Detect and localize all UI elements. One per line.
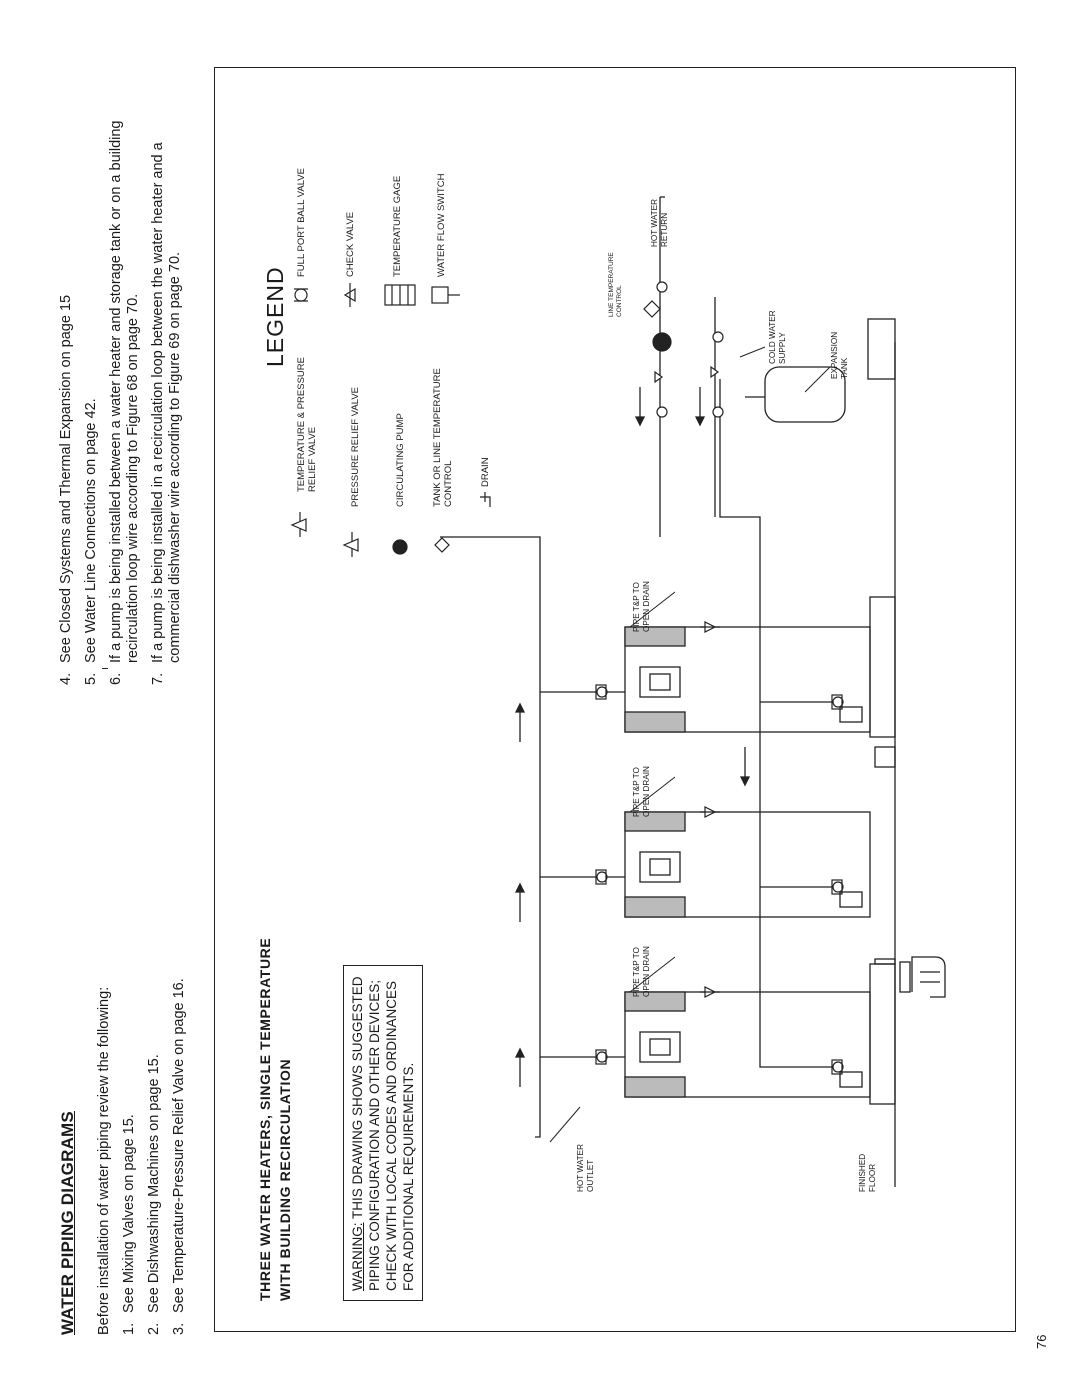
ball-valve xyxy=(596,870,607,884)
tank-control-icon xyxy=(435,538,449,552)
cold-header xyxy=(720,379,765,1067)
page-title: WATER PIPING DIAGRAMS xyxy=(58,1111,77,1335)
legend-pressure-relief: PRESSURE RELIEF VALVE xyxy=(350,386,361,507)
legend-check-valve: CHECK VALVE xyxy=(345,211,356,277)
check-valve-icon xyxy=(345,283,355,307)
tp-relief-valve xyxy=(700,807,720,817)
line-temp-control xyxy=(644,301,660,317)
label-hot-water-outlet: HOT WATER OUTLET xyxy=(576,1143,595,1192)
diagram-title: THREE WATER HEATERS, SINGLE TEMPERATURE WITH BUILDING RECIRCULATION xyxy=(257,937,293,1301)
circulating-pump xyxy=(653,333,671,351)
ball-valve xyxy=(713,407,723,417)
check-valve xyxy=(655,372,662,382)
drain-icon xyxy=(480,492,490,507)
flow-switch-icon xyxy=(432,287,460,303)
heater-base xyxy=(870,597,895,737)
legend-ball-valve: FULL PORT BALL VALVE xyxy=(296,168,307,277)
hot-header xyxy=(440,537,540,1137)
ball-valve xyxy=(713,332,723,342)
list-item: 1. See Mixing Valves on page 15. xyxy=(121,1114,137,1335)
legend-tank-control: TANK OR LINE TEMPERATURE CONTROL xyxy=(432,368,454,507)
tp-relief-valve xyxy=(700,987,720,997)
legend-symbols xyxy=(292,283,490,557)
pressure-relief-icon xyxy=(344,532,358,557)
tp-relief-valve xyxy=(700,622,720,632)
list-item: 2. See Dishwashing Machines on page 15. xyxy=(146,1054,162,1335)
legend-flow-switch: WATER FLOW SWITCH xyxy=(436,173,447,277)
legend-tp-relief: TEMPERATURE & PRESSURE RELIEF VALVE xyxy=(296,357,318,492)
list-item: 4. See Closed Systems and Thermal Expansion on page 15 xyxy=(58,294,74,685)
ball-valve-icon xyxy=(294,289,308,301)
label-pipe-tp: PIPE T&P TO OPEN DRAIN xyxy=(632,946,651,997)
legend-temp-gage: TEMPERATURE GAGE xyxy=(392,175,403,277)
list-item: 6. If a pump is being installed between a water heater and storage tank or on a building recirculation loop wire according to Figure 68 on page 70. xyxy=(108,120,141,685)
legend-drain: DRAIN xyxy=(480,457,491,487)
label-line-temp-control: LINE TEMPERATURE CONTROL xyxy=(608,252,623,317)
label-cold-water-supply: COLD WATER SUPPLY xyxy=(768,310,787,364)
ball-valve xyxy=(596,1050,607,1064)
pump-icon xyxy=(393,540,407,554)
water-heater xyxy=(625,627,870,732)
ball-valve xyxy=(657,407,667,417)
list-item: 3. See Temperature-Pressure Relief Valve on page 16. xyxy=(171,978,187,1335)
warning-box: WARNING: THIS DRAWING SHOWS SUGGESTED PIPING CONFIGURATION AND OTHER DEVICES; CHECK WITH LOCAL CODES AND ORDINANCES FOR ADDITIONAL REQUIREMENTS. xyxy=(343,965,423,1301)
temp-gage-icon xyxy=(385,285,415,305)
ball-valve xyxy=(596,685,607,699)
tank-base xyxy=(868,319,895,379)
label-expansion-tank: EXPANSION TANK xyxy=(830,331,849,379)
water-heater xyxy=(625,992,870,1097)
tp-relief-icon xyxy=(292,512,306,537)
label-pipe-tp: PIPE T&P TO OPEN DRAIN xyxy=(632,581,651,632)
intro-text: Before installation of water piping review the following: xyxy=(96,986,112,1335)
list-item: 7. If a pump is being installed in a recirculation loop between the water heater and a commercial dishwasher wire according to Figure 69 on page 70. xyxy=(150,142,183,685)
ball-valve xyxy=(657,282,667,292)
legend-circulating-pump: CIRCULATING PUMP xyxy=(395,413,406,507)
page-number: 76 xyxy=(1034,1334,1049,1349)
label-hot-water-return: HOT WATER RETURN xyxy=(650,198,669,247)
list-item: 5. See Water Line Connections on page 42. xyxy=(83,398,99,685)
label-finished-floor: FINISHED FLOOR xyxy=(858,1153,877,1192)
water-heater xyxy=(625,812,870,917)
legend-title: LEGEND xyxy=(262,266,288,367)
heater-base xyxy=(870,964,895,1104)
label-pipe-tp: PIPE T&P TO OPEN DRAIN xyxy=(632,766,651,817)
